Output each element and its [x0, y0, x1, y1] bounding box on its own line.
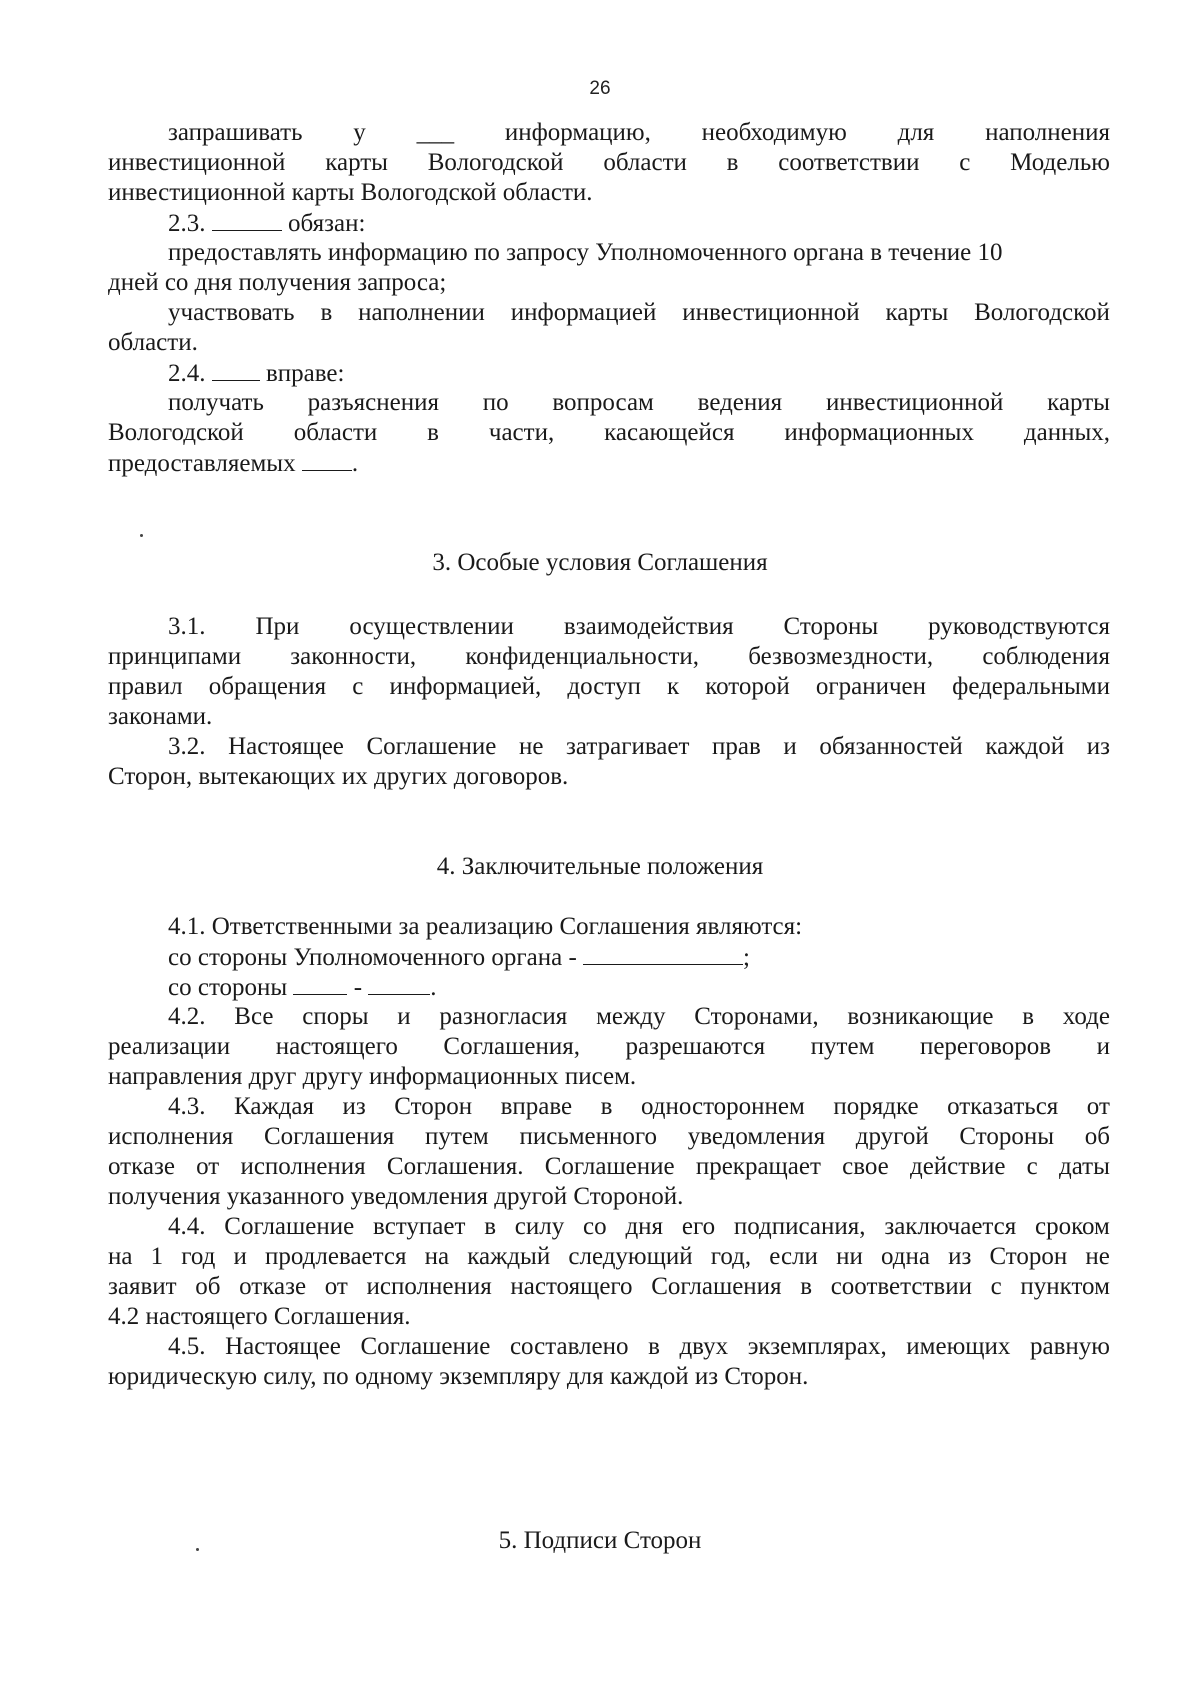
paragraph-line: [108, 1122, 1110, 1152]
word: с: [959, 149, 971, 176]
word: исполнения: [366, 1273, 492, 1300]
section-3-body: [108, 612, 1110, 792]
word: на: [424, 1243, 450, 1270]
word: 3.2.: [168, 733, 206, 760]
word: разрешаются: [625, 1033, 766, 1060]
paragraph-line: [108, 1212, 1110, 1242]
word: данных,: [1023, 419, 1110, 446]
word: запрашивать: [168, 119, 303, 146]
word: вправе: [500, 1093, 573, 1120]
word: свое: [842, 1153, 889, 1180]
word: карты: [885, 299, 949, 326]
word: в: [800, 1273, 813, 1300]
word: пунктом: [1020, 1273, 1110, 1300]
word: 1: [150, 1243, 164, 1270]
word: Сторонами,: [694, 1003, 819, 1030]
paragraph-line: [108, 1332, 1110, 1362]
section-3-heading: 3. Особые условия Соглашения: [432, 549, 768, 576]
word: письменного: [519, 1123, 658, 1150]
word: об: [1084, 1123, 1110, 1150]
paragraph-line: предоставлять информацию по запросу Уполномоченного органа в течение 10: [168, 239, 1003, 266]
line-text: со стороны Уполномоченного органа -: [168, 944, 577, 971]
word: в: [1022, 1003, 1035, 1030]
word: Вологодской: [108, 419, 244, 446]
paragraph-line: [108, 642, 1110, 672]
word: дня: [625, 1213, 664, 1240]
word: федеральными: [952, 673, 1110, 700]
word: обращения: [208, 673, 327, 700]
word: и: [397, 1003, 411, 1030]
word: разногласия: [439, 1003, 568, 1030]
paragraph-line: [108, 388, 1110, 418]
word: получать: [168, 389, 264, 416]
paragraph-line: 4.1. Ответственными за реализацию Соглашения являются:: [168, 913, 803, 940]
word: инвестиционной: [108, 149, 286, 176]
blank-field: [583, 942, 743, 965]
word: настоящего: [275, 1033, 398, 1060]
word: с: [352, 673, 364, 700]
clause-2-3: [108, 208, 1110, 238]
paragraph-line: [108, 612, 1110, 642]
word: его: [681, 1213, 716, 1240]
word: путем: [425, 1123, 489, 1150]
paragraph-line: юридическую силу, по одному экземпляру для каждой из Сторон.: [108, 1363, 809, 1390]
section-5-heading: 5. Подписи Сторон: [498, 1527, 702, 1554]
word: части,: [488, 419, 555, 446]
paragraph-line: [108, 732, 1110, 762]
paragraph-line: дней со дня получения запроса;: [108, 269, 447, 296]
word: другой: [855, 1123, 929, 1150]
word: области: [293, 419, 378, 446]
word: споры: [302, 1003, 369, 1030]
word: год: [181, 1243, 216, 1270]
line-text: со стороны: [168, 974, 288, 1001]
word: руководствуются: [928, 613, 1110, 640]
word: между: [596, 1003, 666, 1030]
word: обязанностей: [819, 733, 963, 760]
word: и: [783, 733, 797, 760]
word: в: [320, 299, 333, 326]
word: затрагивает: [566, 733, 690, 760]
word: отказаться: [947, 1093, 1059, 1120]
word: Все: [234, 1003, 274, 1030]
line-end: ;: [743, 944, 750, 971]
word: равную: [1029, 1333, 1110, 1360]
section-4-heading: 4. Заключительные положения: [436, 853, 764, 880]
paragraph-line: [108, 1152, 1110, 1182]
word: ходе: [1062, 1003, 1110, 1030]
blank-field: [368, 972, 430, 995]
word: в: [484, 1213, 496, 1240]
word: в: [648, 1333, 660, 1360]
line-dash: -: [353, 974, 363, 1001]
word: информационных: [784, 419, 974, 446]
word: отказе: [108, 1153, 175, 1180]
clause-number: 2.3.: [168, 210, 206, 237]
word: осуществлении: [349, 613, 514, 640]
word: подписания,: [733, 1213, 866, 1240]
paragraph-line: [108, 148, 1110, 178]
word: каждой: [985, 733, 1065, 760]
word: не: [1085, 1243, 1110, 1270]
word: необходимую: [701, 119, 847, 146]
word: год,: [710, 1243, 752, 1270]
word: Соглашения: [263, 1123, 395, 1150]
word: принципами: [108, 643, 242, 670]
word: Настоящее: [228, 733, 344, 760]
word: по: [482, 389, 509, 416]
word: действие: [909, 1153, 1006, 1180]
paragraph-line: [108, 1272, 1110, 1302]
word: если: [769, 1243, 818, 1270]
word: соответствии: [778, 149, 920, 176]
word: 4.2.: [168, 1003, 206, 1030]
word: Соглашение: [360, 1333, 491, 1360]
word: силу: [514, 1213, 565, 1240]
paragraph-line: области.: [108, 329, 198, 356]
word: конфиденциальности,: [465, 643, 700, 670]
paragraph-line: направления друг другу информационных писем.: [108, 1063, 637, 1090]
word: участвовать: [168, 299, 295, 326]
clause-text: вправе:: [266, 360, 345, 387]
blank-field: [302, 448, 352, 471]
word: инвестиционной: [682, 299, 860, 326]
scan-speck: [140, 534, 143, 537]
paragraph-line: [108, 1002, 1110, 1032]
word: вступает: [373, 1213, 466, 1240]
word: и: [233, 1243, 247, 1270]
word: прекращает: [695, 1153, 821, 1180]
word: уведомления: [687, 1123, 826, 1150]
clause-number: 2.4.: [168, 360, 206, 387]
paragraph-line: [108, 118, 1110, 148]
word: для: [897, 119, 935, 146]
word: из: [1086, 733, 1110, 760]
word: 4.3.: [168, 1093, 206, 1120]
word: следующий: [568, 1243, 693, 1270]
word: соблюдения: [982, 643, 1110, 670]
word: в: [726, 149, 739, 176]
word: области: [603, 149, 687, 176]
blank-field: [212, 358, 260, 381]
paragraph-line: [108, 448, 1110, 478]
word: ведения: [697, 389, 783, 416]
word: карты: [325, 149, 388, 176]
word: информацией: [510, 299, 657, 326]
word: Соглашение: [544, 1153, 675, 1180]
word: одна: [880, 1243, 930, 1270]
word: Вологодской: [974, 299, 1110, 326]
word: в: [600, 1093, 613, 1120]
word: доступ: [567, 673, 641, 700]
word: исполнения: [108, 1123, 234, 1150]
word: инвестиционной: [825, 389, 1004, 416]
word: к: [666, 673, 680, 700]
word: касающейся: [604, 419, 735, 446]
word: переговоров: [919, 1033, 1052, 1060]
word: продлевается: [265, 1243, 407, 1270]
paragraph-line: Сторон, вытекающих их других договоров.: [108, 763, 569, 790]
word: на: [108, 1243, 133, 1270]
word: и: [1096, 1033, 1110, 1060]
word: Каждая: [234, 1093, 315, 1120]
word: сроком: [1035, 1213, 1110, 1240]
word: в: [427, 419, 439, 446]
word: порядке: [833, 1093, 919, 1120]
clause-2-4: [108, 358, 1110, 388]
word: с: [990, 1273, 1002, 1300]
word: разъяснения: [307, 389, 439, 416]
paragraph-line: законами.: [108, 703, 213, 730]
word: ни: [836, 1243, 863, 1270]
word: Соглашения,: [443, 1033, 581, 1060]
blank-field: [212, 208, 282, 231]
word: Соглашения: [651, 1273, 782, 1300]
word: правил: [108, 673, 183, 700]
paragraph-line: получения указанного уведомления другой Стороной.: [108, 1183, 684, 1210]
word: составлено: [509, 1333, 629, 1360]
word: со: [583, 1213, 607, 1240]
word: каждый: [467, 1243, 551, 1270]
paragraph-line: [108, 418, 1110, 448]
word: 3.1.: [168, 613, 206, 640]
word: настоящего: [510, 1273, 633, 1300]
word: вопросам: [552, 389, 654, 416]
word: прав: [712, 733, 761, 760]
word: не: [518, 733, 544, 760]
word: безвозмездности,: [748, 643, 934, 670]
word: Соглашение: [366, 733, 497, 760]
word: заявит: [108, 1273, 177, 1300]
word: наполнении: [358, 299, 485, 326]
word: даты: [1058, 1153, 1110, 1180]
word: ___: [416, 119, 455, 146]
word: двух: [679, 1333, 729, 1360]
section-4-body: [108, 912, 1110, 1392]
paragraph-line: 4.2 настоящего Соглашения.: [108, 1303, 411, 1330]
word: которой: [705, 673, 790, 700]
word: путем: [810, 1033, 875, 1060]
word: Моделью: [1010, 149, 1110, 176]
clause-text: обязан:: [288, 210, 366, 237]
word: При: [255, 613, 300, 640]
line-end: .: [430, 974, 437, 1001]
word: Настоящее: [225, 1333, 341, 1360]
paragraph-line: [108, 298, 1110, 328]
word: Вологодской: [427, 149, 564, 176]
word: реализации: [108, 1033, 231, 1060]
word: Соглашения.: [386, 1153, 524, 1180]
word: от: [196, 1153, 220, 1180]
word: ограничен: [815, 673, 927, 700]
paragraph-line: [108, 972, 1110, 1002]
word: взаимодействия: [563, 613, 734, 640]
word: информацию,: [504, 119, 651, 146]
word: законности,: [290, 643, 417, 670]
word: из: [342, 1093, 366, 1120]
word: заключается: [884, 1213, 1017, 1240]
word: Соглашение: [224, 1213, 355, 1240]
word: информацией,: [389, 673, 542, 700]
paragraph-line: [108, 1092, 1110, 1122]
word: Стороны: [959, 1123, 1055, 1150]
word: от: [1086, 1093, 1110, 1120]
word: 4.5.: [168, 1333, 206, 1360]
word: Сторон: [989, 1243, 1068, 1270]
section-2-continuation: [108, 118, 1110, 478]
line-text: предоставляемых: [108, 450, 296, 477]
word: из: [948, 1243, 972, 1270]
word: с: [1026, 1153, 1038, 1180]
word: Сторон: [394, 1093, 473, 1120]
word: Стороны: [783, 613, 879, 640]
word: об: [195, 1273, 221, 1300]
line-end: .: [351, 450, 359, 477]
blank-field: [293, 972, 347, 995]
paragraph-line: [108, 942, 1110, 972]
paragraph-line: инвестиционной карты Вологодской области.: [108, 179, 593, 206]
word: исполнения: [240, 1153, 366, 1180]
word: от: [324, 1273, 348, 1300]
word: возникающие: [847, 1003, 994, 1030]
paragraph-line: [108, 1242, 1110, 1272]
word: у: [353, 119, 366, 146]
word: 4.4.: [168, 1213, 206, 1240]
word: соответствии: [830, 1273, 972, 1300]
word: экземплярах,: [747, 1333, 887, 1360]
word: одностороннем: [640, 1093, 805, 1120]
word: карты: [1047, 389, 1110, 416]
word: наполнения: [985, 119, 1110, 146]
paragraph-line: [108, 672, 1110, 702]
paragraph-line: [108, 1032, 1110, 1062]
page-number: 26: [589, 78, 611, 99]
word: имеющих: [906, 1333, 1011, 1360]
word: отказе: [239, 1273, 307, 1300]
